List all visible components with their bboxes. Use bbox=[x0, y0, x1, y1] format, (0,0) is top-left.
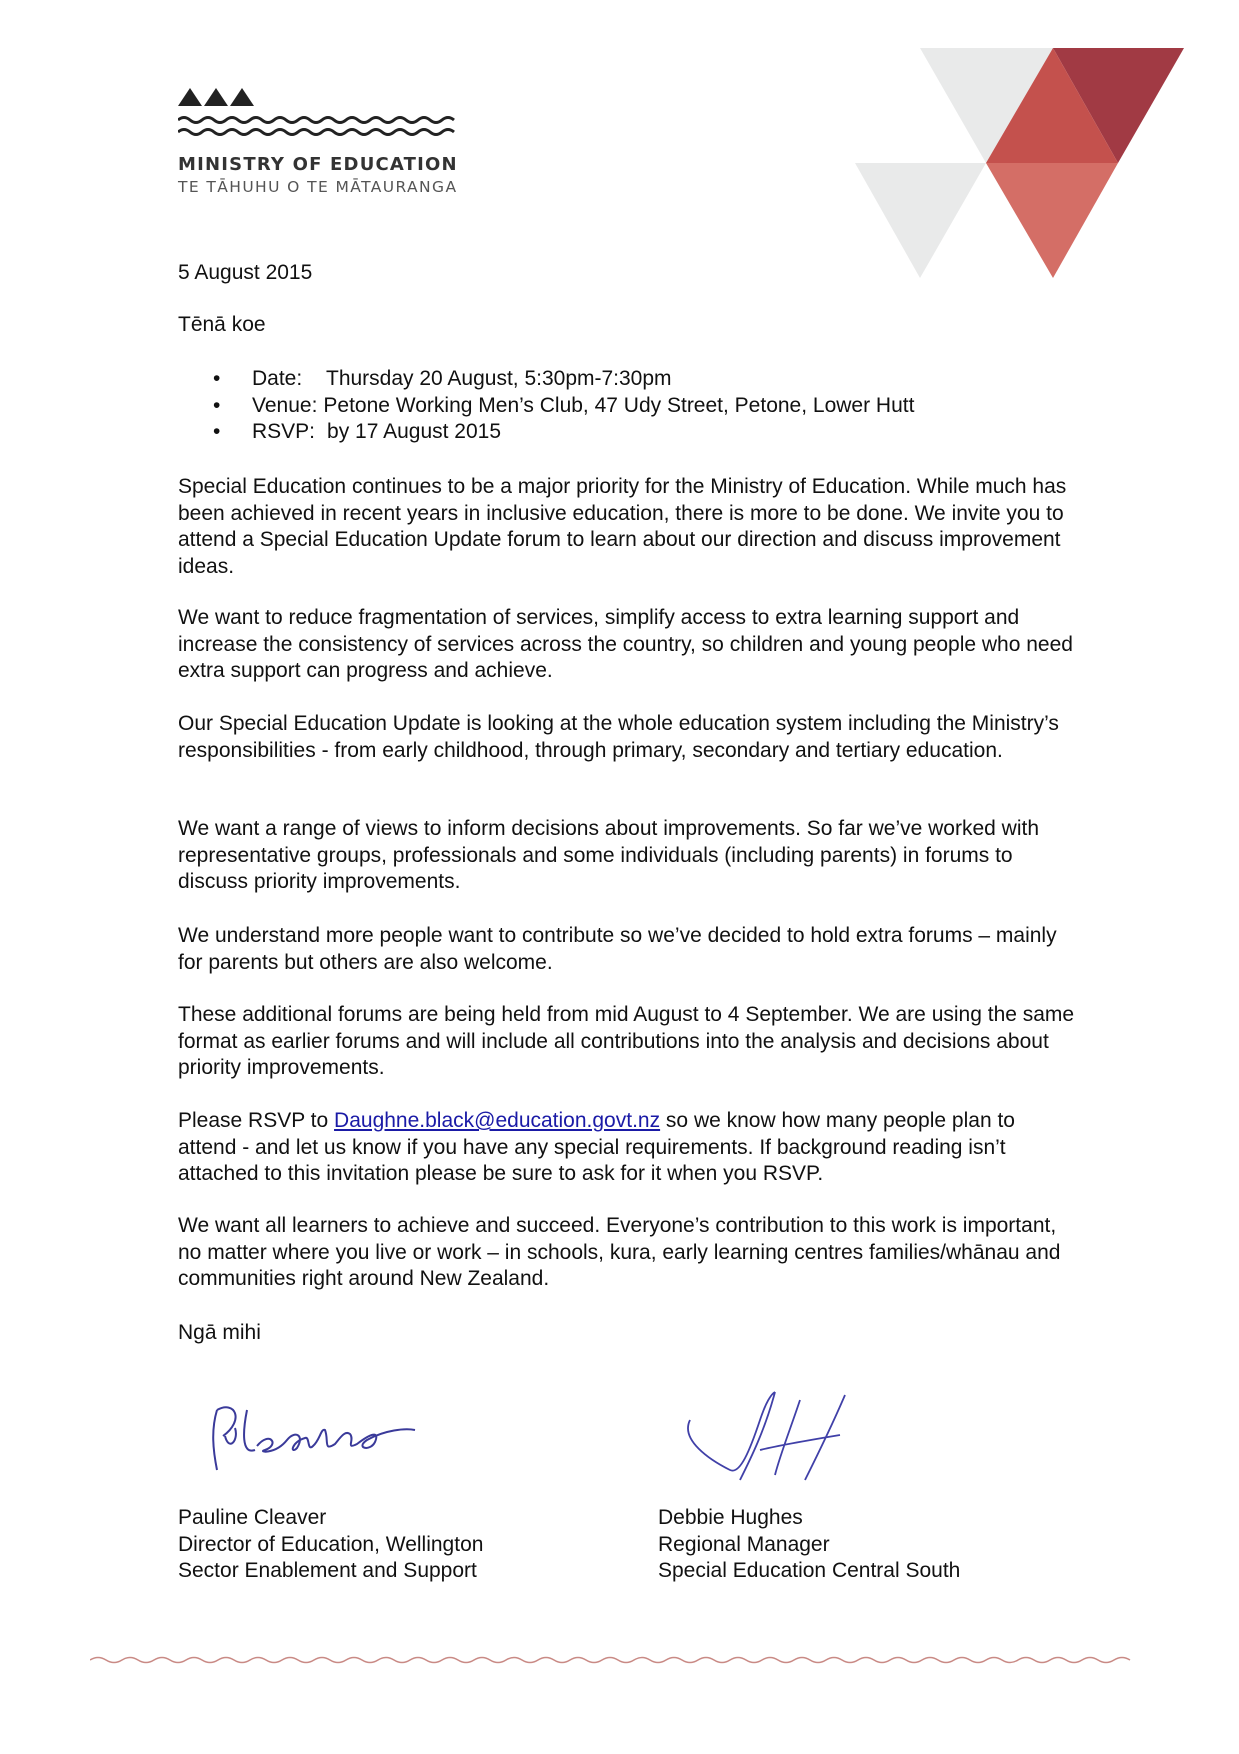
signatory-unit: Sector Enablement and Support bbox=[178, 1559, 477, 1582]
detail-value: Thursday 20 August, 5:30pm-7:30pm bbox=[326, 367, 672, 390]
detail-label: RSVP: bbox=[252, 420, 316, 443]
list-item bbox=[178, 419, 914, 446]
list-item bbox=[178, 393, 914, 420]
signature-pauline-cleaver bbox=[195, 1400, 475, 1485]
triangles-graphic bbox=[855, 45, 1215, 290]
footer-wave-divider bbox=[90, 1652, 1140, 1670]
closing-paragraph: We want all learners to achieve and succeed. Everyone’s contribution to this work is important, no matter where you live or work – in schools, kura, early learning centres families/whānau and communities right around New Zealand. bbox=[178, 1214, 1061, 1290]
signoff: Ngā mihi bbox=[178, 1321, 261, 1344]
rsvp-email-link[interactable]: Daughne.black@education.govt.nz bbox=[334, 1109, 661, 1132]
signatory-block bbox=[658, 1505, 960, 1585]
signatory-title: Regional Manager bbox=[658, 1532, 830, 1556]
event-details-list bbox=[178, 366, 914, 446]
detail-label: Date: bbox=[252, 367, 303, 390]
bullet-icon: • bbox=[213, 367, 221, 390]
signatory-title: Director of Education, Wellington bbox=[178, 1532, 484, 1556]
signatory-name: Pauline Cleaver bbox=[178, 1506, 327, 1529]
bullet-icon: • bbox=[213, 393, 221, 417]
paragraph: We understand more people want to contribute so we’ve decided to hold extra forums – mainly for parents but others are also welcome. bbox=[178, 924, 1057, 974]
signatory-block bbox=[178, 1505, 483, 1585]
paragraph: We want a range of views to inform decisions about improvements. So far we’ve worked with representative groups, professionals and some individuals (including parents) in forums to discuss priority improvements. bbox=[178, 817, 1039, 893]
bullet-icon: • bbox=[213, 420, 221, 443]
signature-debbie-hughes bbox=[670, 1390, 930, 1495]
rsvp-text-before: Please RSVP to bbox=[178, 1109, 335, 1132]
org-name-maori: TE TĀHUHU O TE MĀTAURANGA bbox=[178, 178, 458, 196]
list-item bbox=[178, 366, 914, 393]
detail-label: Venue: bbox=[252, 393, 318, 417]
ministry-logo bbox=[178, 86, 478, 196]
signatory-unit: Special Education Central South bbox=[658, 1559, 961, 1582]
three-mountains-waves-icon bbox=[178, 86, 478, 146]
greeting: Tēnā koe bbox=[178, 313, 266, 336]
letter-date: 5 August 2015 bbox=[178, 261, 313, 284]
rsvp-paragraph bbox=[178, 1108, 1078, 1188]
paragraph: Special Education continues to be a major priority for the Ministry of Education. While much has been achieved in recent years in inclusive education, there is more to be done. We invite you to attend a Special Education Update forum to learn about our direction and discuss improvement ideas. bbox=[178, 475, 1067, 578]
signatory-name: Debbie Hughes bbox=[658, 1506, 803, 1529]
paragraph: These additional forums are being held from mid August to 4 September. We are using the same format as earlier forums and will include all contributions into the analysis and decisions about priority improvements. bbox=[178, 1003, 1075, 1079]
detail-value: by 17 August 2015 bbox=[327, 420, 502, 443]
org-name: MINISTRY OF EDUCATION bbox=[178, 154, 458, 175]
rsvp-text-after: so we know how many people plan to attend - and let us know if you have any special requirements. If background reading isn’t attached to this invitation please be sure to ask for it when you RSVP. bbox=[178, 1109, 1015, 1185]
paragraph: We want to reduce fragmentation of services, simplify access to extra learning support and increase the consistency of services across the country, so children and young people who need extra support can progress and achieve. bbox=[178, 606, 1073, 682]
paragraph: Our Special Education Update is looking at the whole education system including the Ministry’s responsibilities - from early childhood, through primary, secondary and tertiary education. bbox=[178, 712, 1059, 762]
detail-value: Petone Working Men’s Club, 47 Udy Street, Petone, Lower Hutt bbox=[323, 393, 915, 417]
